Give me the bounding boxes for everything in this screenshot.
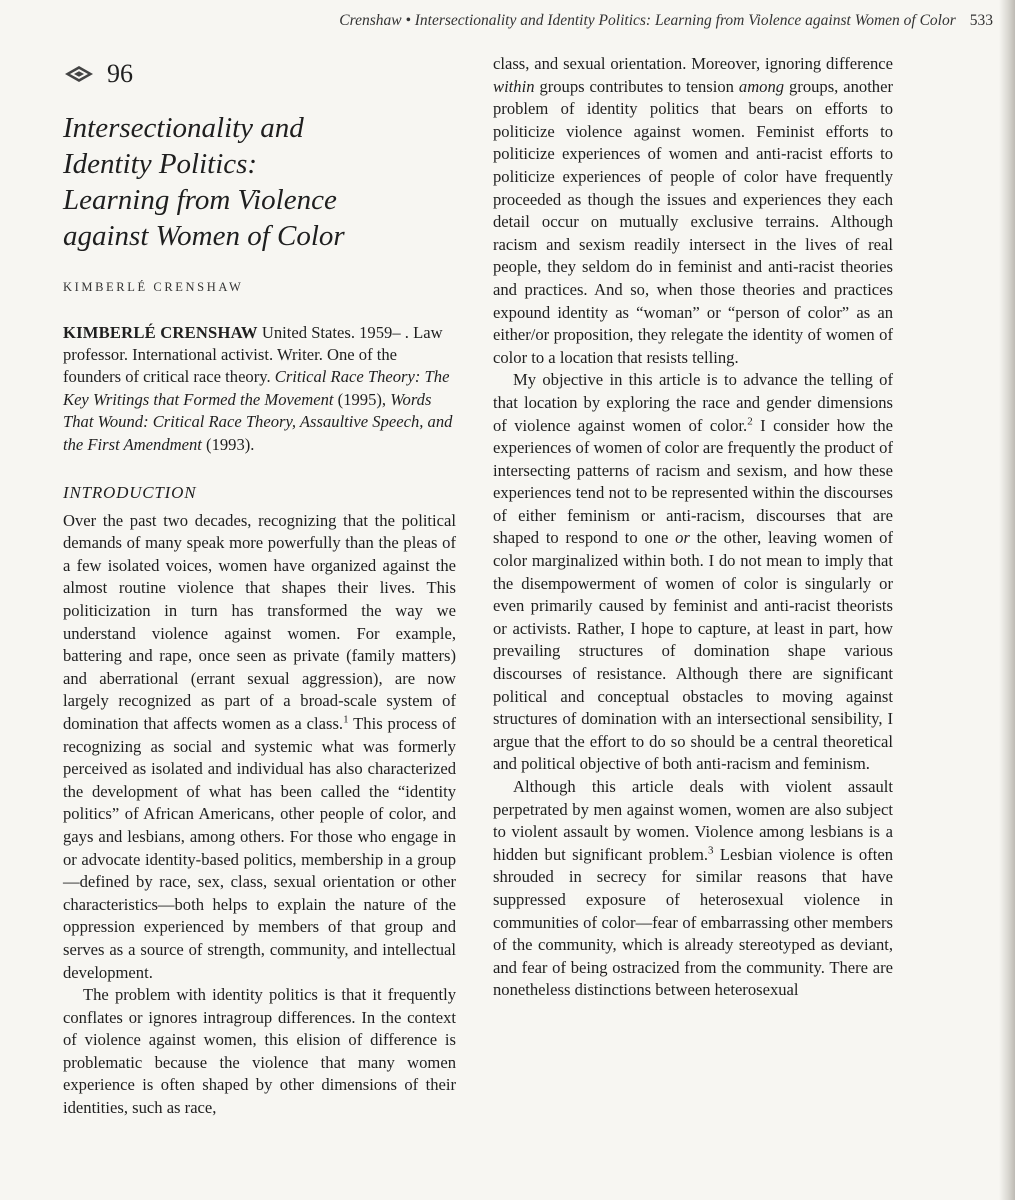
paragraph-text: This process of recognizing as social and systemic what was formerly perceived as isolated and individual has also characterized the development of what has been called the “identity politics” of African Americans, other people of color, and gays and lesbians, among others. For those who engage in or advocate identity-based politics, membership in a group—defined by race, sex, class, sexual orientation or other characteristics—both helps to explain the nature of the oppression experienced by members of that group and serves as a source of strength, community, and intellectual development. xyxy=(63,713,457,982)
article-title xyxy=(63,110,456,254)
body-paragraph xyxy=(493,53,893,369)
diamond-ornament-icon xyxy=(63,64,95,84)
page-edge-shadow xyxy=(999,0,1015,1200)
paragraph-text: class, and sexual orientation. Moreover, ignoring difference xyxy=(493,54,893,73)
body-paragraph xyxy=(493,776,893,1002)
paragraph-text: Lesbian violence is often shrouded in secrecy for similar reasons that have suppressed exposure of heterosexual violence in communities of color—fear of embarrassing other members of the community, which is already stereotyped as deviant, and fear of being ostracized from the community. There are nonetheless distinctions between heterosexual xyxy=(493,844,893,1000)
paragraph-text: I consider how the experiences of women of color are frequently the product of intersecting patterns of racism and sexism, and how these experiences tend not to be represented within the discourses of either feminism or anti-racism, discourses that are shaped to respond to one xyxy=(493,415,893,548)
body-paragraph xyxy=(493,369,893,776)
bio-work-1-year: (1995), xyxy=(337,389,387,409)
author-bio xyxy=(63,322,456,456)
chapter-number: 96 xyxy=(107,58,133,88)
bio-details: United States. 1959– . Law professor. International activist. Writer. One of the founders of critical race theory. xyxy=(63,322,443,387)
section-heading: INTRODUCTION xyxy=(63,483,197,503)
paragraph-text: the other, leaving women of color marginalized within both. I do not mean to imply that the disempowerment of women of color is singularly or even primarily caused by feminist and anti-racist theorists or activists. Rather, I hope to capture, at least in part, how prevailing structures of domination shape various discourses of resistance. Although there are significant political and conceptual obstacles to moving against structures of domination with an intersectional sensibility, I argue that the effort to do so should be a central theoretical and political objective of both anti-racism and feminism. xyxy=(493,528,893,774)
emphasis: within xyxy=(493,76,535,96)
paragraph-text: Over the past two decades, recognizing that the political demands of many speak more powerfully than the pleas of a few isolated voices, women have organized against the almost routine violence that shapes their lives. This politicization in turn has transformed the way we understand violence against women. For example, battering and rape, once seen as private (family matters) and aberrational (errant sexual aggression), are now largely recognized as part of a broad-scale system of domination that affects women as a class. xyxy=(63,510,456,733)
title-line: against Women of Color xyxy=(63,220,345,252)
bio-work-1: Critical Race Theory: The Key Writings that Formed the Movement xyxy=(63,367,450,409)
bio-work-2-year: (1993). xyxy=(206,434,255,454)
bio-name: KIMBERLÉ CRENSHAW xyxy=(63,322,258,342)
emphasis: among xyxy=(738,76,785,96)
paragraph-text: Although this article deals with violent assault perpetrated by men against women, women are also subject to violent assault by women. Violence among lesbians is a hidden but significant problem. xyxy=(493,777,893,864)
footnote-marker: 3 xyxy=(708,844,714,857)
running-title: Crenshaw • Intersectionality and Identity Politics: Learning from Violence against Women of Color xyxy=(339,12,956,29)
emphasis: or xyxy=(675,528,690,548)
footnote-marker: 2 xyxy=(747,414,753,427)
author-byline: KIMBERLÉ CRENSHAW xyxy=(63,280,244,294)
paragraph-text: groups contributes to tension xyxy=(539,76,734,96)
title-line: Identity Politics: xyxy=(63,148,258,180)
body-paragraph: The problem with identity politics is that it frequently conflates or ignores intragroup differences. In the context of violence against women, this elision of difference is problematic because the violence that many women experience is often shaped by other dimensions of their identities, such as race, xyxy=(63,985,456,1118)
paragraph-text: groups, another problem of identity politics that bears on efforts to politicize violence against women. Feminist efforts to politicize experiences of women and anti-racist efforts to politicize experiences of people of color have frequently proceeded as though the issues and experiences they each detail occur on mutually exclusive terrains. Although racism and sexism readily intersect in the lives of real people, they seldom do in feminist and anti-racist theories and practices. And so, when those theories and practices expound identity as “woman” or “person of color” as an either/or proposition, they relegate the identity of women of color to a location that resists telling. xyxy=(493,76,893,367)
right-column xyxy=(493,53,893,1002)
title-line: Learning from Violence xyxy=(63,184,337,216)
paragraph-text: My objective in this article is to advance the telling of that location by exploring the race and gender dimensions of violence against women of color. xyxy=(493,370,893,435)
body-paragraph xyxy=(63,510,456,984)
left-column xyxy=(63,52,456,1120)
running-header xyxy=(0,12,993,30)
bio-work-2: Words That Wound: Critical Race Theory, Assaultive Speech, and the First Amendment xyxy=(63,389,453,454)
title-line: Intersectionality and xyxy=(63,112,304,144)
chapter-marker xyxy=(63,56,456,92)
page-number: 533 xyxy=(969,12,993,29)
footnote-marker: 1 xyxy=(343,713,349,726)
